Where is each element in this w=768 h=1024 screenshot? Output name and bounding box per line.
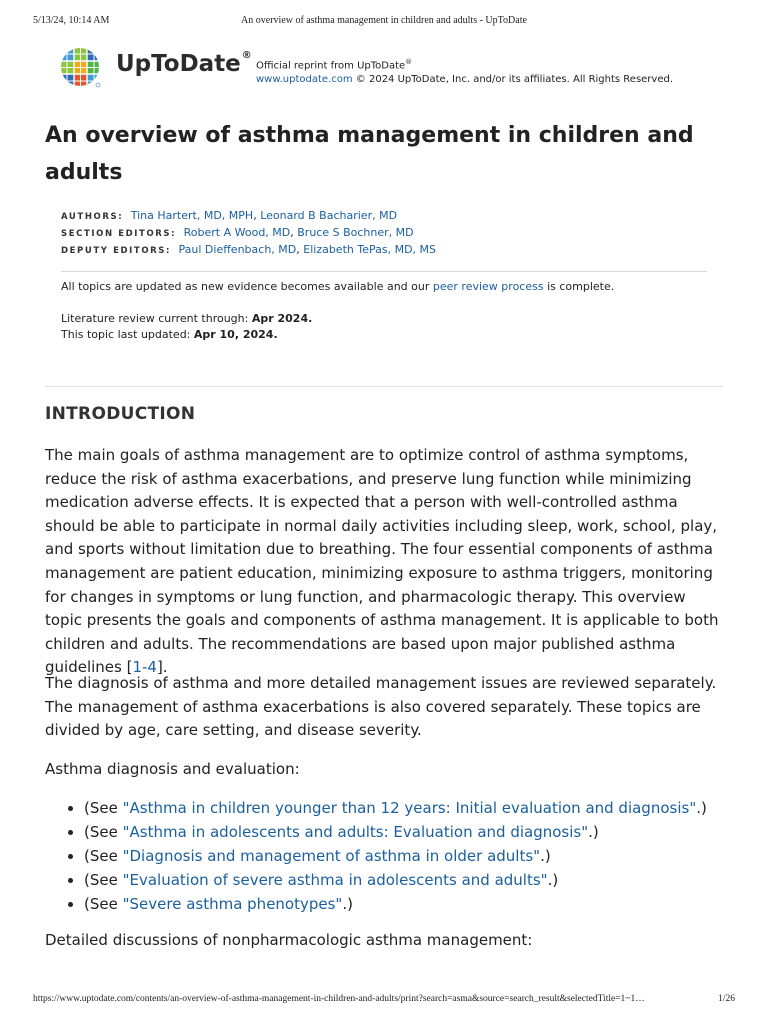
topic-link[interactable]: "Asthma in adolescents and adults: Evaluation and diagnosis"	[122, 823, 589, 841]
credits	[61, 208, 436, 259]
authors-label: AUTHORS:	[61, 212, 124, 222]
topic-link[interactable]: "Evaluation of severe asthma in adolescents and adults"	[122, 871, 548, 889]
reprint-notice	[256, 55, 673, 87]
literature-review-date: Literature review current through: Apr 2024.	[61, 312, 313, 325]
list-intro: Detailed discussions of nonpharmacologic asthma management:	[45, 931, 533, 949]
list-item: • (See "Evaluation of severe asthma in adolescents and adults".)	[84, 868, 707, 892]
deputy-editor-link[interactable]: Elizabeth TePas, MD, MS	[303, 243, 437, 256]
last-updated-date: This topic last updated: Apr 10, 2024.	[61, 328, 278, 341]
print-datetime: 5/13/24, 10:14 AM	[33, 15, 110, 26]
uptodate-wordmark: UpToDate®	[116, 50, 252, 77]
review-info	[61, 311, 312, 343]
section-editor-link[interactable]: Robert A Wood, MD	[183, 226, 291, 239]
print-header	[33, 15, 735, 29]
list-intro: Asthma diagnosis and evaluation:	[45, 760, 300, 778]
section-heading-introduction: INTRODUCTION	[45, 404, 196, 424]
section-editors-label: SECTION EDITORS:	[61, 229, 177, 239]
article-title: An overview of asthma management in children and adults	[45, 123, 694, 185]
uptodate-logo-icon	[60, 47, 102, 89]
author-link[interactable]: Tina Hartert, MD, MPH	[130, 209, 254, 222]
deputy-editors-row: DEPUTY EDITORS: Paul Dieffenbach, MD, Elizabeth TePas, MD, MS	[61, 243, 437, 256]
print-footer	[33, 994, 735, 1008]
print-url: https://www.uptodate.com/contents/an-overview-of-asthma-management-in-children-and-adults/print?search=asma&source=search_result&selectedTitle=1~1…	[33, 994, 645, 1004]
peer-review-link[interactable]: peer review process	[432, 280, 544, 293]
divider	[45, 386, 723, 387]
list-item: • (See "Severe asthma phenotypes".)	[84, 892, 707, 916]
reprint-line: Official reprint from UpToDate®	[256, 58, 413, 72]
section-editors-row: SECTION EDITORS: Robert A Wood, MD, Bruce S Bochner, MD	[61, 226, 414, 239]
intro-paragraph: The main goals of asthma management are to optimize control of asthma symptoms, reduce the risk of asthma exacerbations, and preserve lung function while minimizing medication adverse effects. It is expected that a person with well-controlled asthma should be able to participate in normal daily activities including sleep, work, school, play, and sports without limitation due to breathing. The four essential components of asthma management are patient education, minimizing exposure to asthma triggers, monitoring for changes in symptoms or lung function, and pharmacologic therapy. This overview topic presents the goals and components of asthma management. It is applicable to both children and adults. The recommendations are based upon major published asthma guidelines [1-4].	[45, 446, 719, 677]
related-topics-list	[64, 796, 707, 916]
list-item: • (See "Asthma in children younger than 12 years: Initial evaluation and diagnosis".)	[84, 796, 707, 820]
reference-link[interactable]: 1-4	[132, 658, 157, 677]
authors-row: AUTHORS: Tina Hartert, MD, MPH, Leonard B Bacharier, MD	[61, 209, 398, 222]
section-editor-link[interactable]: Bruce S Bochner, MD	[297, 226, 414, 239]
deputy-editor-link[interactable]: Paul Dieffenbach, MD	[178, 243, 297, 256]
author-link[interactable]: Leonard B Bacharier, MD	[260, 209, 398, 222]
update-note: All topics are updated as new evidence becomes available and our peer review process is complete.	[61, 280, 615, 293]
topic-link[interactable]: "Severe asthma phenotypes"	[122, 895, 343, 913]
uptodate-site-link[interactable]: www.uptodate.com	[256, 74, 353, 86]
divider	[61, 271, 707, 272]
topic-link[interactable]: "Asthma in children younger than 12 years: Initial evaluation and diagnosis"	[122, 799, 697, 817]
topic-link[interactable]: "Diagnosis and management of asthma in older adults"	[122, 847, 541, 865]
list-item: • (See "Diagnosis and management of asthma in older adults".)	[84, 844, 707, 868]
copyright-line: www.uptodate.com © 2024 UpToDate, Inc. and/or its affiliates. All Rights Reserved.	[256, 74, 674, 86]
page-number: 1/26	[718, 994, 735, 1004]
print-page-title: An overview of asthma management in children and adults - UpToDate	[241, 15, 527, 26]
deputy-editors-label: DEPUTY EDITORS:	[61, 246, 172, 256]
list-item: • (See "Asthma in adolescents and adults: Evaluation and diagnosis".)	[84, 820, 707, 844]
intro-paragraph: The diagnosis of asthma and more detailed management issues are reviewed separately. The management of asthma exacerbations is also covered separately. These topics are divided by age, care setting, and disease severity.	[45, 674, 717, 740]
